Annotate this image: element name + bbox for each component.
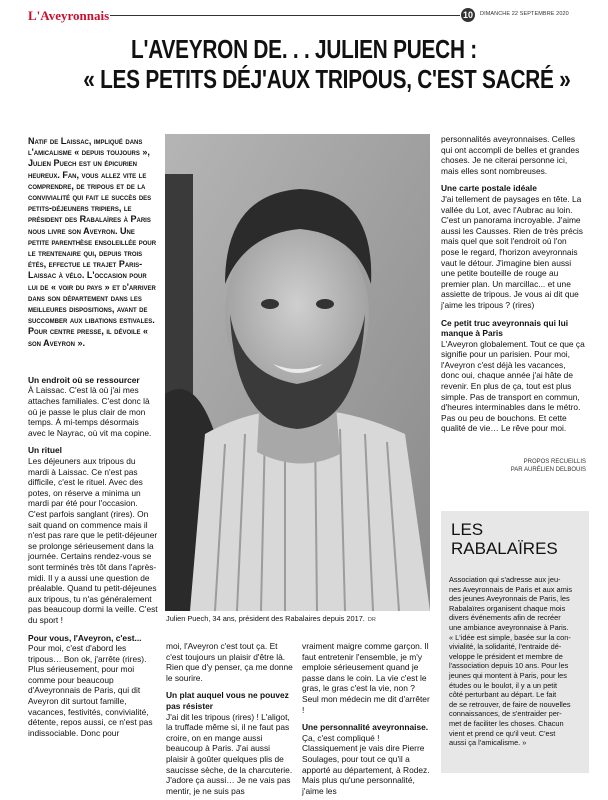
sidebar-text — [449, 575, 583, 748]
subhead-rituel: Un rituel — [28, 445, 62, 456]
sidebar-line: Association qui s'adresse aux jeu- — [449, 575, 561, 584]
byline-line-2: PAR AURÉLIEN DELBOUIS — [510, 467, 586, 473]
photo-credit: DR — [367, 617, 376, 623]
byline — [441, 458, 586, 474]
sidebar-line: divers événements afin de recréer — [449, 613, 561, 623]
sidebar-title-line-2: RABALAÏRES — [451, 539, 558, 558]
subhead-petit-truc: Ce petit truc aveyronnais qui lui manque à Paris — [441, 317, 569, 339]
paragraph-petit-truc: L'Aveyron globalement. Tout ce que ça signifie pour un parisien. Pour moi, l'Aveyron c'est déjà les vacances, donc oui, chaque année j'ai hâte de revenir. En plus de ça, tout est plus simple. Pas de transport en commun, d'heures interminables dans le métro. Pas ou peu de bouchons. Et cette qualité de vie… Le rêve pour moi. — [441, 338, 585, 434]
sidebar-line: vient et prend ce qu'il veut. C'est — [449, 728, 556, 738]
subhead-personnalite: Une personnalité aveyronnaise. — [302, 722, 429, 733]
sidebar-line: jeunes qui montent à Paris, pour les — [449, 670, 567, 680]
paragraph-ressourcer: À Laissac. C'est là où j'ai mes attaches familiales. C'est donc là où je passe le plus clair de mon temps. À mi-temps désormais avec le Nayrac, où vit ma copine. — [28, 385, 152, 438]
sidebar-title-line-1: LES — [451, 520, 484, 539]
paragraph-carte-postale: J'ai tellement de paysages en tête. La vallée du Lot, avec l'Aubrac au loin. C'est un panorama incroyable. J'aime aussi les Causses. Rien de très précis mais quel que soit l'endroit où l'on pose le regard, l'horizon aveyronnais vaut le détour. J'imagine bien aussi une petite bouteille de rouge au premier plan. Un marcillac... et une assiette de tripous. Je vous ai dit que j'aime les tripous ? (rires) — [441, 193, 583, 310]
subhead-ressourcer: Un endroit où se ressourcer — [28, 374, 140, 385]
newspaper-logo: L'Aveyronnais — [28, 8, 110, 23]
sidebar-line: veloppe le président et membre de — [449, 651, 563, 661]
paragraph-personnalite: Ça, c'est compliqué ! Classiquement je vais dire Pierre Soulages, pour tout ce qu'il a apporté au département, à Rodez. Mais plus qu'une personnalité, j'aime les — [302, 732, 430, 796]
portrait-photo — [165, 134, 430, 611]
subhead-carte-postale: Une carte postale idéale — [441, 183, 537, 194]
sidebar-line: connaissances, de s'entraider per- — [449, 709, 562, 719]
intro-paragraph: Natif de Laissac, impliqué dans l'amicalisme « depuis toujours », Julien Puech est un épicurien heureux. Fan, vous allez vite le comprendre, de tripous et de la convivialité qui fait le succès des petits-déjeuners tripiers, le président des Rabalaïres à Paris nous livre son Aveyron. Une petite parenthèse ensoleillée pour le trentenaire qui, depuis trois étés, effectue le trajet Paris-Laissac à vélo. L'occasion pour lui de « voir du pays » et d'arriver dans son département dans les meilleures dispositions, avant de succomber aux libations estivales. Pour centre presse, il dévoile « son Aveyron ». — [28, 136, 157, 348]
sidebar-line: de se retrouver, de faire de nouvelles — [449, 699, 571, 709]
column-1 — [28, 136, 158, 738]
issue-date: DIMANCHE 22 SEPTEMBRE 2020 — [480, 11, 569, 17]
sidebar-line: Rabalaïres organisent chaque mois — [449, 603, 566, 613]
portrait-illustration — [165, 134, 430, 611]
paragraph-aveyron: Pour moi, c'est d'abord les tripous… Bon ok, j'arrête (rires). Plus sérieusement, pour moi comme pour beaucoup d'Aveyronnais de Paris, qui dit Aveyron dit surtout famille, vacances, festivités, convivialité, détente, repos aussi, ce n'est pas indissociable. Donc pour — [28, 643, 153, 738]
column-4 — [441, 134, 586, 434]
sidebar-line: l'association depuis 10 ans. Pour les — [449, 661, 569, 671]
page-number: 10 — [462, 10, 473, 20]
paragraph-continued: moi, l'Aveyron c'est tout ça. Et c'est toujours un plaisir d'être là. Rien que d'y penser, ça me donne le sourire. — [166, 641, 293, 683]
sidebar-line: des jeunes Aveyronnais de Paris, les — [449, 594, 570, 604]
headline-line-1: L'AVEYRON DE. . . JULIEN PUECH : — [131, 34, 477, 64]
sidebar-line: « L'idée est simple, basée sur la con- — [449, 632, 571, 642]
subhead-aveyron: Pour vous, l'Aveyron, c'est... — [28, 632, 142, 643]
column-3 — [302, 641, 430, 796]
caption-text: Julien Puech, 34 ans, président des Rabalaires depuis 2017. — [166, 614, 365, 623]
sidebar-line: études ou le boulot, il y a un petit — [449, 680, 558, 690]
sidebar-line: côté perturbant au départ. Le fait — [449, 690, 557, 700]
byline-line-1: PROPOS RECUEILLIS — [523, 459, 586, 465]
sidebar-line: vivialité, la solidarité, l'entraide dé- — [449, 642, 562, 652]
paragraph-gras: vraiment maigre comme garçon. Il faut entretenir l'ensemble, je m'y emploie sérieusement quand je passe dans le coin. La vie c'est le gras, le gras c'est la vie, non ? Seul mon médecin me dit d'arrêter ! — [302, 641, 430, 715]
headline — [28, 34, 580, 94]
photo-caption — [166, 614, 431, 623]
column-2 — [166, 641, 294, 796]
sidebar-line: aussi ça l'amicalisme. » — [449, 738, 527, 748]
sidebar-line: met de faciliter les choses. Chacun — [449, 718, 564, 728]
paragraph-plat: J'ai dit les tripous (rires) ! L'aligot, la truffade même si, il ne faut pas croire, on en mange aussi beaucoup à Paris. J'ai aussi plaisir à goûter quelques plis de saucisse sèche, de la charcuterie. J'adore ça aussi… Je ne vais pas mentir, je ne suis pas — [166, 711, 293, 796]
headline-line-2: « LES PETITS DÉJ'AUX TRIPOUS, C'EST SACRÉ » — [83, 64, 571, 94]
sidebar-line: nes Aveyronnais de Paris et aux amis — [449, 584, 573, 594]
paragraph-rituel: Les déjeuners aux tripous du mardi à Laissac. Ce n'est pas difficile, c'est le rituel. Avec des potes, on réserve a minima un mardi par été pour l'occasion. C'est parfois sanglant (rires). On sait quand on commence mais il n'est pas rare que le petit-déjeuner se prolonge sérieusement dans la journée. Certains rendez-vous se sont terminés très tôt dans l'après-midi. Il y a aussi une question de préalable. Quand tu petit-déjeunes aux tripous, tu n'as généralement pas beaucoup dormi la veille. C'est du sport ! — [28, 456, 158, 625]
sidebar-line: une ambiance aveyronnaise à Paris. — [449, 622, 569, 632]
paragraph-personnalites: personnalités aveyronnaises. Celles qui ont accompli de belles et grandes choses. Je ne citerai personne ici, mais elles sont nombreuses. — [441, 134, 580, 176]
subhead-plat: Un plat auquel vous ne pouvez pas résister — [166, 690, 289, 711]
sidebar-title — [451, 520, 558, 558]
masthead-rule — [110, 15, 460, 16]
